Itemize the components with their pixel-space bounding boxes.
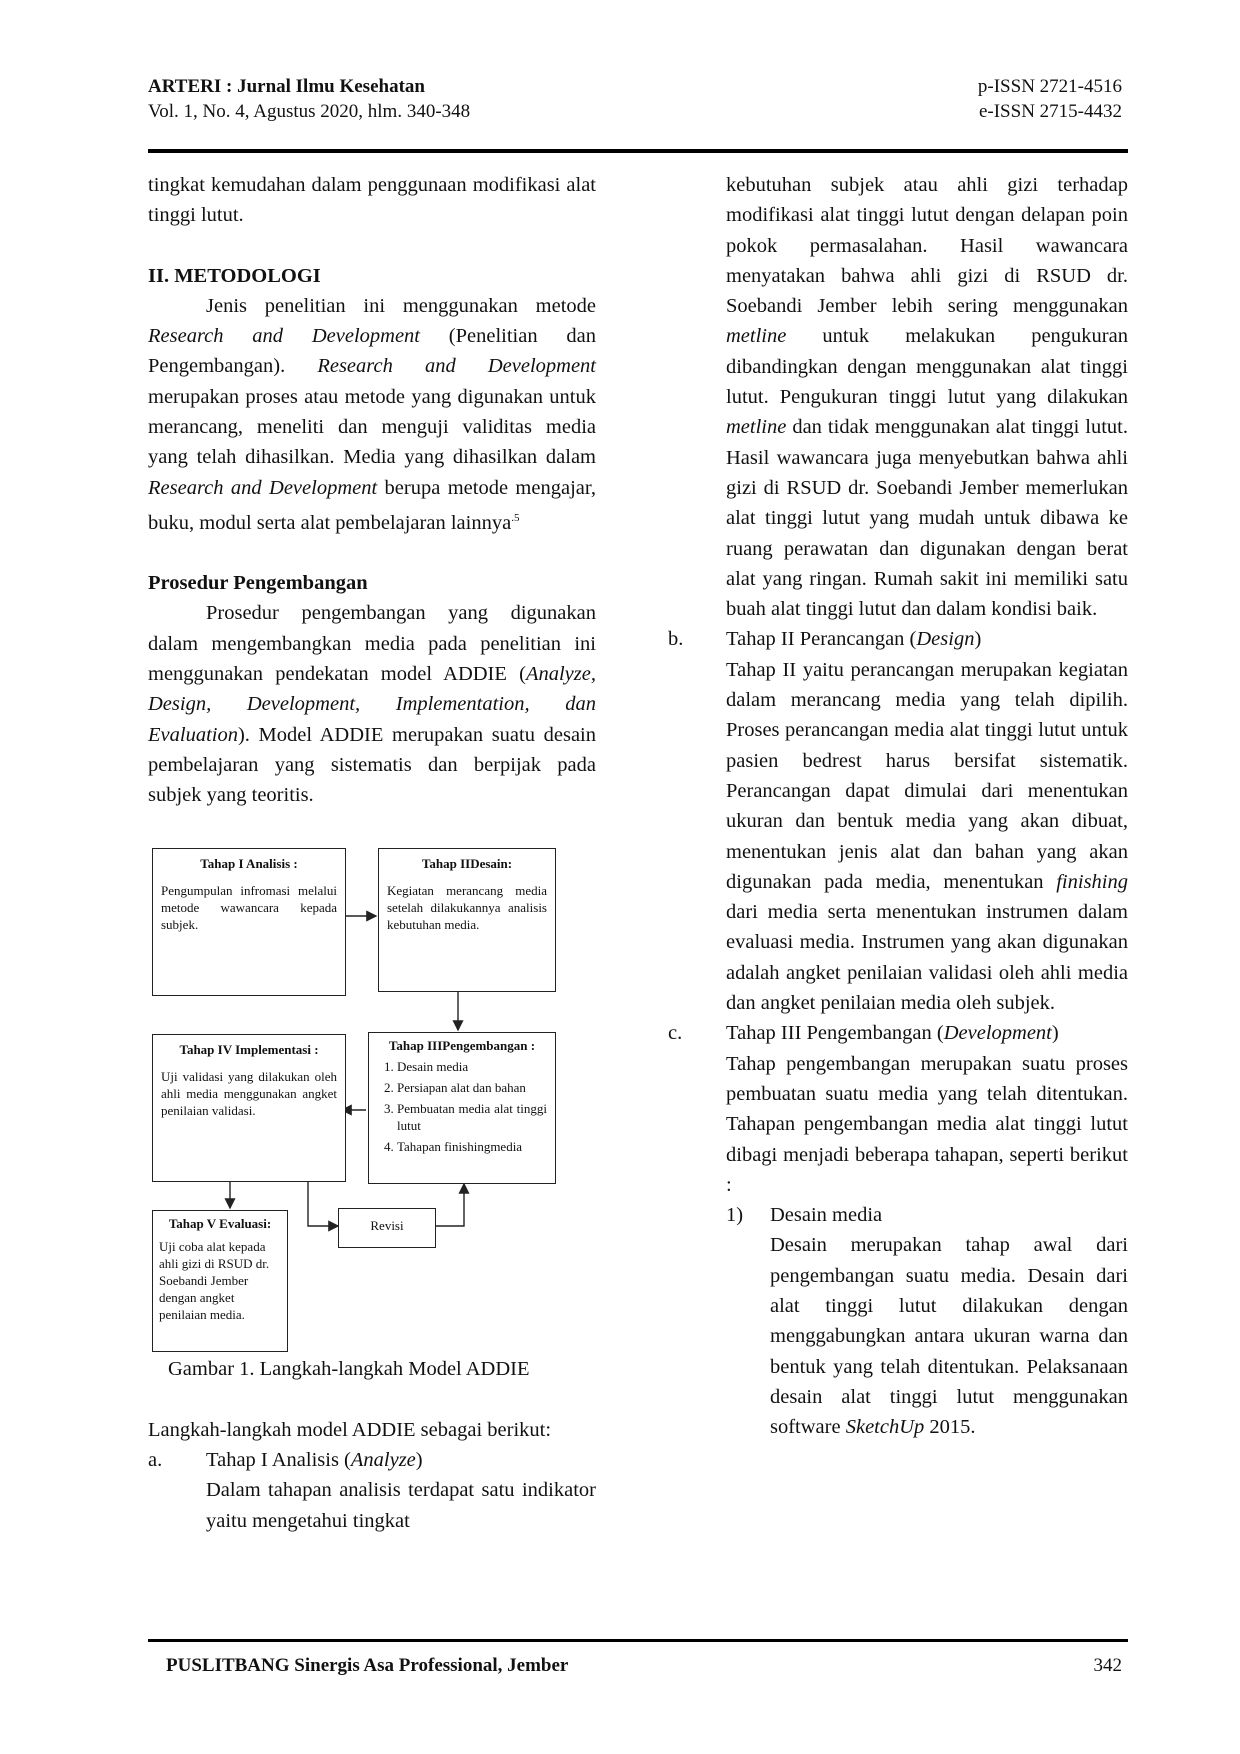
addie-figure [148, 844, 596, 1354]
journal-volume: Vol. 1, No. 4, Agustus 2020, hlm. 340-348 [148, 101, 471, 122]
right-column [668, 170, 1128, 1442]
right-para-continued: kebutuhan subjek atau ahli gizi terhadap modifikasi alat tinggi lutut dengan delapan poin pokok permasalahan. Hasil wawancara menyatakan bahwa ahli gizi di RSUD dr. Soebandi Jember lebih sering menggunakan metline untuk melakukan pengukuran dibandingkan dengan menggunakan alat tinggi lutut. Pengukuran tinggi lutut yang dilakukan metline dan tidak menggunakan alat tinggi lutut. Hasil wawancara juga menyebutkan bahwa ahli gizi di RSUD dr. Soebandi Jember memerlukan alat tinggi lutut yang mudah untuk dibawa ke ruang perawatan dan digunakan dengan berat alat yang ringan. Rumah sakit ini memiliki satu buah alat tinggi lutut dan dalam kondisi baik. [726, 174, 1128, 621]
box-tahap-evaluasi: Tahap V Evaluasi: Uji coba alat kepada ahli gizi di RSUD dr. Soebandi Jember dengan angket penilaian media. [152, 1210, 288, 1352]
left-column [148, 170, 596, 1536]
pissn: p-ISSN 2721-4516 [977, 76, 1122, 97]
left-para-continued: tingkat kemudahan dalam penggunaan modifikasi alat tinggi lutut. [148, 174, 596, 227]
running-header-right [978, 74, 1122, 124]
eissn: e-ISSN 2715-4432 [978, 101, 1122, 122]
list-item-a: a. Tahap I Analisis (Analyze) Dalam tahapan analisis terdapat satu indikator yaitu mengetahui tingkat [148, 1449, 596, 1532]
box-tahap-implementasi: Tahap IV Implementasi : Uji validasi yang dilakukan oleh ahli media menggunakan angket penilaian validasi. [152, 1034, 346, 1182]
box-tahap-analisis: Tahap I Analisis : Pengumpulan infromasi melalui metode wawancara kepada subjek. [152, 848, 346, 996]
arrow-to-revisi [308, 1182, 338, 1226]
box-tahap-pengembangan: Tahap IIIPengembangan : 1. Desain media 2. Persiapan alat dan bahan 3. Pembuatan media alat tinggi lutut 4. Tahapan finishingmedia [368, 1032, 556, 1184]
prosedur-paragraph: Prosedur pengembangan yang digunakan dalam mengembangkan media pada penelitian ini menggunakan pendekatan model ADDIE (Analyze, Design, Development, Implementation, dan Evaluation). Model ADDIE merupakan suatu desain pembelajaran yang sistematis dan berpijak pada subjek yang teoritis. [148, 602, 596, 807]
box-revisi: Revisi [338, 1208, 436, 1248]
citation-superscript: .5 [511, 511, 520, 524]
box-tahap-desain: Tahap IIDesain: Kegiatan merancang media setelah dilakukannya analisis kebutuhan media. [378, 848, 556, 992]
list-item-c1: 1) Desain media Desain merupakan tahap awal dari pengembangan suatu media. Desain dari alat tinggi lutut dilakukan dengan menggabungkan antara ukuran warna dan bentuk yang telah ditentukan. Pelaksanaan desain alat tinggi lutut menggunakan software SketchUp 2015. [726, 1204, 1128, 1439]
footer-publisher: PUSLITBANG Sinergis Asa Professional, Jember [166, 1655, 569, 1676]
header-rule [148, 149, 1128, 153]
subheading-prosedur: Prosedur Pengembangan [148, 572, 368, 595]
langkah-intro: Langkah-langkah model ADDIE sebagai berikut: [148, 1418, 552, 1441]
page-number: 342 [1093, 1655, 1122, 1676]
arrow-revisi-to-pengembangan [434, 1184, 464, 1226]
running-header-left [148, 74, 470, 124]
figure-caption: Gambar 1. Langkah-langkah Model ADDIE [168, 1358, 530, 1381]
pengembangan-steps: 1. Desain media 2. Persiapan alat dan bahan 3. Pembuatan media alat tinggi lutut 4. Tahapan finishingmedia [377, 1058, 547, 1155]
footer-rule [148, 1639, 1128, 1642]
list-item-c: c. Tahap III Pengembangan (Development) Tahap pengembangan merupakan suatu proses pembuatan suatu media yang telah ditentukan. Tahapan pengembangan media alat tinggi lutut dibagi menjadi beberapa tahapan, seperti berikut : [668, 1022, 1128, 1196]
list-item-b: b. Tahap II Perancangan (Design) Tahap II yaitu perancangan merupakan kegiatan dalam merancang media yang telah dipilih. Proses perancangan media alat tinggi lutut untuk pasien bedrest harus bersifat sistematik. Perancangan dapat dimulai dari menentukan ukuran dan bentuk media yang akan dibuat, menentukan jenis alat dan bahan yang akan digunakan pada media, menentukan finishing dari media serta menentukan instrumen dalam evaluasi media. Instrumen yang akan digunakan adalah angket penilaian validasi oleh ahli media dan angket penilaian media oleh subjek. [668, 628, 1128, 1015]
metodologi-paragraph: Jenis penelitian ini menggunakan metode Research and Development (Penelitian dan Pengembangan). Research and Development merupakan proses atau metode yang digunakan untuk merancang, meneliti dan menguji validitas media yang telah dihasilkan. Media yang dihasilkan dalam Research and Development berupa metode mengajar, buku, modul serta alat pembelajaran lainnya$^{.5}$ [148, 294, 596, 534]
section-heading-metodologi: II. METODOLOGI [148, 264, 321, 287]
journal-title: ARTERI : Jurnal Ilmu Kesehatan [148, 76, 425, 97]
